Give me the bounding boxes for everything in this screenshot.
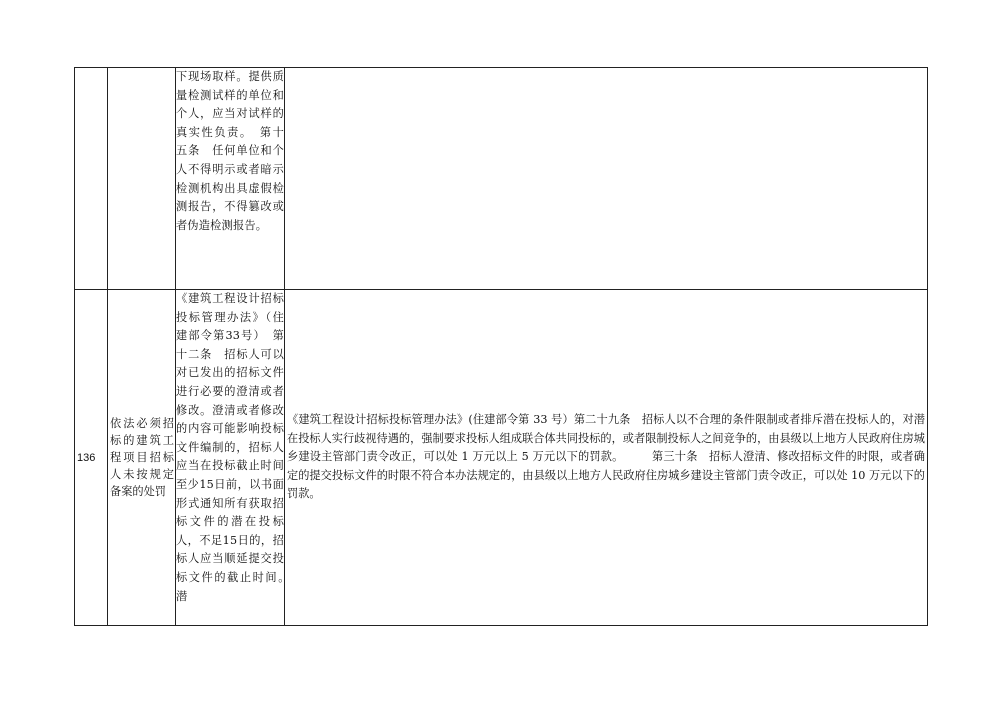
row-number: 136 [75, 290, 108, 626]
legal-basis: 下现场取样。提供质量检测试样的单位和个人，应当对试样的真实性负责。 第十五条 任何单位和个人不得明示或者暗示检测机构出具虚假检测报告，不得篡改或者伪造检测报告。 [176, 68, 285, 290]
penalty-table [74, 67, 928, 626]
penalty-provision: 《建筑工程设计招标投标管理办法》(住建部令第 33 号）第二十九条 招标人以不合理的条件限制或者排斥潜在投标人的，对潜在投标人实行歧视待遇的，强制要求投标人组成联合体共同投标的，或者限制投标人之间竞争的，由县级以上地方人民政府住房城乡建设主管部门责令改正，可以处 1 万元以上 5 万元以下的罚款。 第三十条 招标人澄清、修改招标文件的时限，或者确定的提交投标文件的时限不符合本办法规定的，由县级以上地方人民政府住房城乡建设主管部门责令改正，可以处 10 万元以下的罚款。 [285, 290, 928, 626]
item-name: 依法必须招标的建筑工程项目招标人未按规定备案的处罚 [108, 290, 176, 626]
table-row [75, 68, 928, 290]
item-name [108, 68, 176, 290]
penalty-provision [285, 68, 928, 290]
legal-basis: 《建筑工程设计招标投标管理办法》（住建部令第33号） 第十二条 招标人可以对已发出的招标文件进行必要的澄清或者修改。澄清或者修改的内容可能影响投标文件编制的，招标人应当在投标截止时间至少15日前，以书面形式通知所有获取招标文件的潜在投标人，不足15日的，招标人应当顺延提交投标文件的截止时间。 潜 [176, 290, 285, 626]
table-row [75, 290, 928, 626]
row-number [75, 68, 108, 290]
